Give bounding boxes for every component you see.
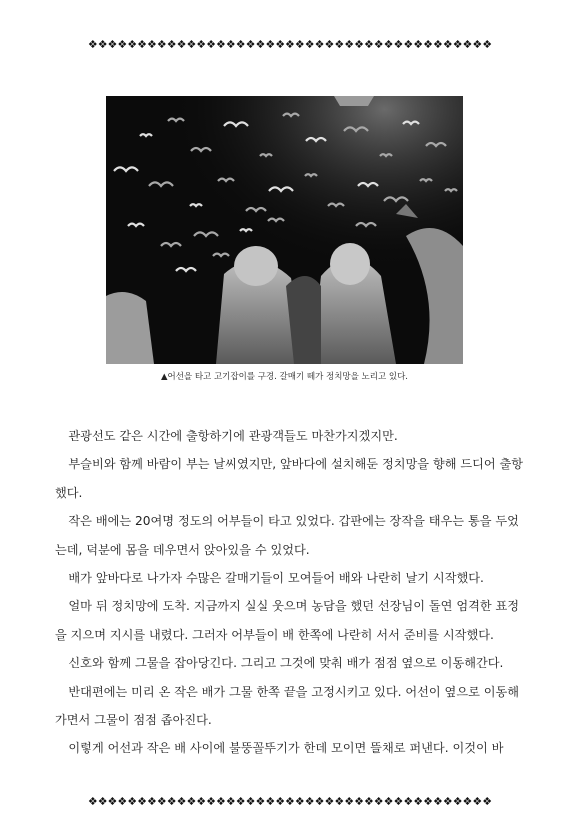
seagull-shape	[305, 174, 317, 176]
seagull-shape	[240, 229, 252, 231]
article-body	[55, 422, 525, 763]
seagull-shape	[260, 154, 272, 156]
lamp-shape	[334, 96, 374, 106]
photo-caption: ▲어선을 타고 고기잡이를 구경. 갈매기 떼가 정치망을 노리고 있다.	[160, 372, 409, 382]
seagull-shape	[190, 204, 202, 206]
paragraph: 부슬비와 함께 바람이 부는 날씨였지만, 앞바다에 설치해둔 정치망을 향해 드디어 출항했다.	[55, 457, 524, 500]
seagull-shape	[140, 134, 152, 136]
paragraph: 배가 앞바다로 나가자 수많은 갈매기들이 모여들어 배와 나란히 날기 시작했다.	[68, 571, 484, 586]
seagulls-photo	[106, 96, 463, 364]
seagull-shape	[420, 179, 432, 181]
paragraph: 이렇게 어선과 작은 배 사이에 불뚱꼴뚜기가 한데 모이면 뜰채로 퍼낸다. 이것이 바	[68, 741, 504, 756]
bottom-ornament-border: ❖❖❖❖❖❖❖❖❖❖❖❖❖❖❖❖❖❖❖❖❖❖❖❖❖❖❖❖❖❖❖❖❖❖❖❖❖❖❖❖❖	[87, 795, 493, 808]
photo-illustration	[106, 96, 463, 364]
paragraph: 반대편에는 미리 온 작은 배가 그물 한쪽 끝을 고정시키고 있다. 어선이 옆으로 이동해가면서 그물이 점점 좁아진다.	[55, 684, 520, 728]
seagull-shape	[445, 189, 457, 191]
paragraph: 얼마 뒤 정치망에 도착. 지금까지 실실 웃으며 농담을 했던 선장님이 돌연 엄격한 표정을 지으며 지시를 내렸다. 그러자 어부들이 배 한쪽에 나란히 서서 준비를 시작했다.	[55, 599, 520, 642]
paragraph: 작은 배에는 20여명 정도의 어부들이 타고 있었다. 갑판에는 장작을 태우는 통을 두었는데, 덕분에 몸을 데우면서 앉아있을 수 있었다.	[55, 514, 519, 557]
paragraph: 신호와 함께 그물을 잡아당긴다. 그리고 그것에 맞춰 배가 점점 옆으로 이동해간다.	[68, 656, 504, 671]
seagull-shape	[380, 154, 392, 156]
top-ornament-border: ❖❖❖❖❖❖❖❖❖❖❖❖❖❖❖❖❖❖❖❖❖❖❖❖❖❖❖❖❖❖❖❖❖❖❖❖❖❖❖❖❖	[87, 38, 493, 51]
paragraph: 관광선도 같은 시간에 출항하기에 관광객들도 마찬가지겠지만.	[68, 429, 398, 443]
